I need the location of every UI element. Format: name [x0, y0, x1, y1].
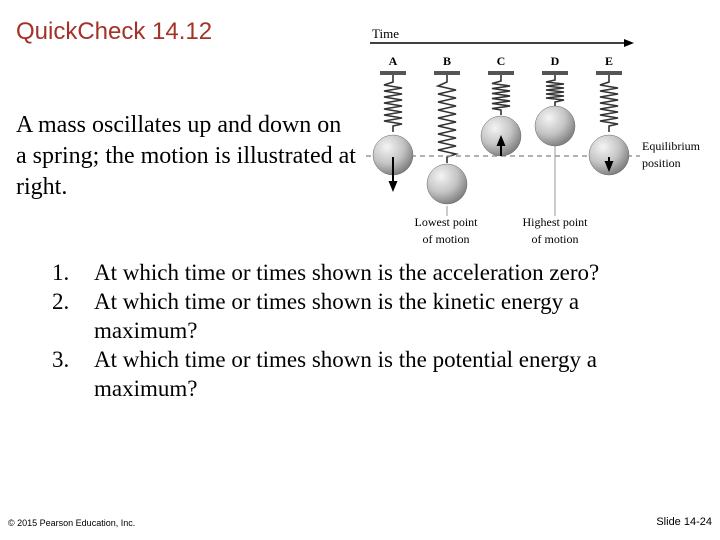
slide-number: Slide 14-24 — [656, 516, 712, 528]
question-text: At which time or times shown is the potential energy a maximum? — [94, 347, 597, 401]
equilibrium-label-line1: Equilibrium — [642, 139, 700, 153]
lowest-point-label-line2: of motion — [422, 232, 470, 246]
ceiling-plate-d — [542, 71, 568, 75]
position-label-b: B — [442, 54, 452, 68]
question-text: At which time or times shown is the acceleration zero? — [94, 260, 600, 285]
position-label-d: D — [550, 54, 560, 68]
spring-a — [384, 75, 402, 132]
question-number: 3. — [52, 347, 70, 372]
spring-b — [438, 75, 456, 163]
position-label-c: C — [496, 54, 506, 68]
highest-point-label-line1: Highest point — [522, 215, 588, 229]
question-item — [52, 287, 672, 345]
lowest-point-label-line1: Lowest point — [414, 215, 478, 229]
ceiling-plate-e — [596, 71, 622, 75]
equilibrium-label-line2: position — [642, 156, 681, 170]
ceiling-plate-a — [380, 71, 406, 75]
slide-title: QuickCheck 14.12 — [16, 18, 213, 45]
question-number: 1. — [52, 260, 70, 285]
question-number: 2. — [52, 289, 70, 314]
ceiling-plate-b — [434, 71, 460, 75]
mass-ball-b — [427, 164, 467, 204]
question-text: At which time or times shown is the kinetic energy a maximum? — [94, 289, 580, 343]
question-item — [52, 258, 672, 287]
spring-e — [600, 75, 618, 132]
time-label: Time — [372, 26, 399, 41]
velocity-arrowhead-a — [389, 181, 398, 192]
spring-oscillation-figure — [360, 22, 720, 250]
spring-d — [546, 75, 564, 106]
mass-ball-d — [535, 106, 575, 146]
time-arrowhead — [624, 39, 634, 47]
highest-point-label-line2: of motion — [531, 232, 579, 246]
position-label-a: A — [388, 54, 398, 68]
question-list — [52, 258, 672, 403]
intro-text: A mass oscillates up and down on a spring; the motion is illustrated at right. — [16, 112, 356, 200]
ceiling-plate-c — [488, 71, 514, 75]
position-label-e: E — [604, 54, 614, 68]
spring-c — [492, 75, 510, 115]
copyright-notice: © 2015 Pearson Education, Inc. — [8, 518, 136, 528]
question-item — [52, 345, 672, 403]
